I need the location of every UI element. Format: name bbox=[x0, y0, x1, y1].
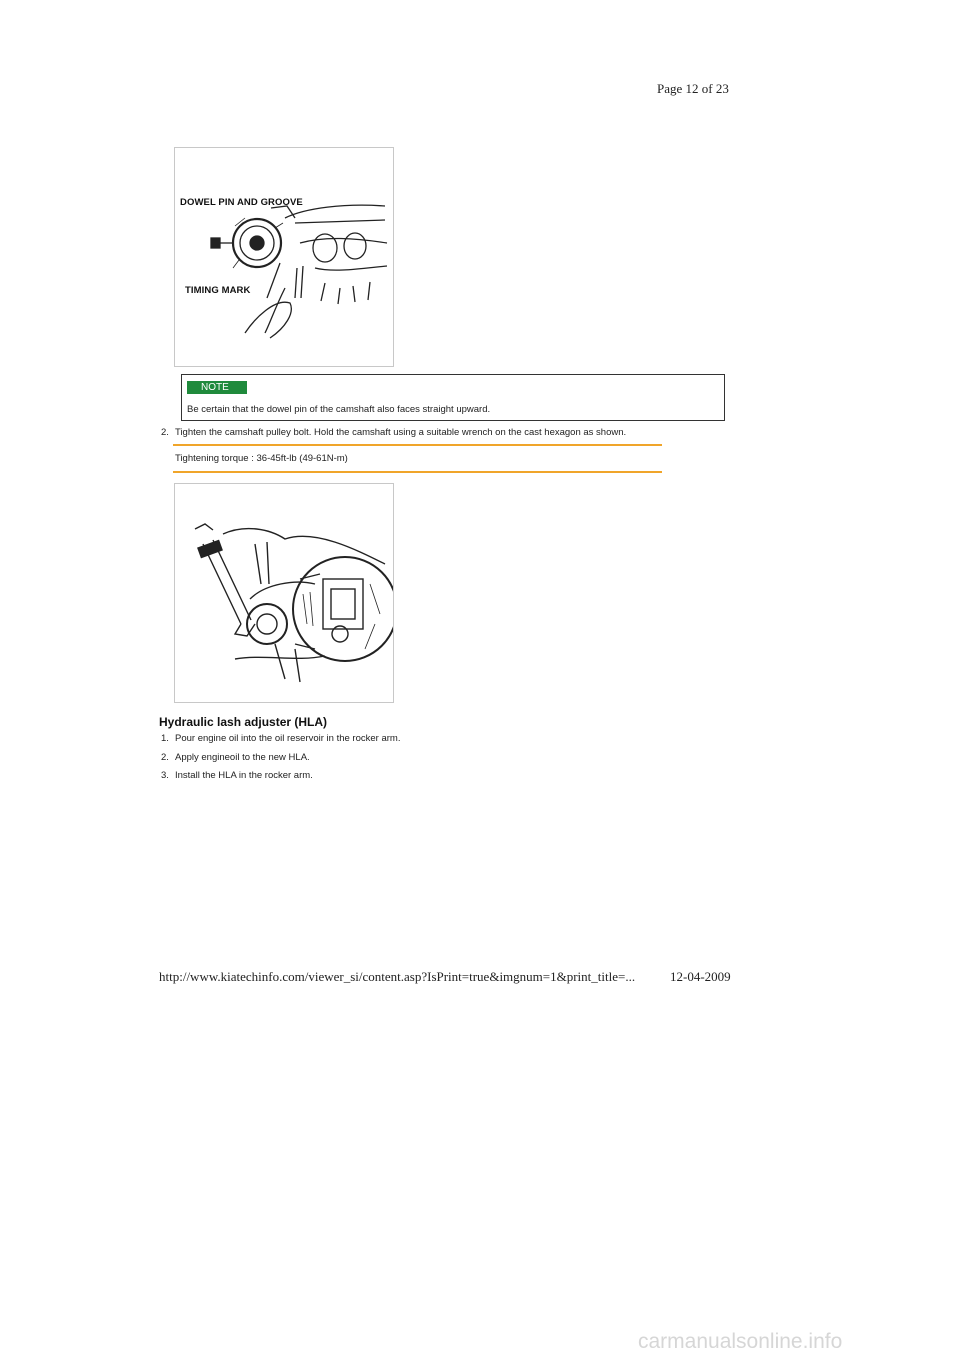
page-number: Page 12 of 23 bbox=[657, 81, 729, 96]
step-number: 3. bbox=[161, 770, 169, 781]
step-text: Pour engine oil into the oil reservoir in the rocker arm. bbox=[175, 733, 401, 744]
dowel-pin-label: DOWEL PIN AND GROOVE bbox=[180, 197, 303, 208]
note-badge: NOTE bbox=[187, 381, 247, 394]
step-number: 2. bbox=[161, 427, 169, 438]
section-title: Hydraulic lash adjuster (HLA) bbox=[159, 715, 328, 729]
camshaft-timing-illustration bbox=[175, 148, 393, 366]
torque-rule-top bbox=[173, 444, 662, 446]
watermark: carmanualsonline.info bbox=[638, 1330, 843, 1353]
camshaft-timing-figure bbox=[174, 147, 394, 367]
step-number: 2. bbox=[161, 752, 169, 763]
note-text: Be certain that the dowel pin of the camshaft also faces straight upward. bbox=[187, 404, 491, 415]
hla-step-2 bbox=[161, 752, 310, 763]
wrench-figure bbox=[174, 483, 394, 703]
wrench-illustration bbox=[175, 484, 393, 702]
step-text: Apply engineoil to the new HLA. bbox=[175, 752, 310, 763]
step-number: 1. bbox=[161, 733, 169, 744]
torque-rule-bottom bbox=[173, 471, 662, 473]
step-text: Install the HLA in the rocker arm. bbox=[175, 770, 313, 781]
torque-spec: Tightening torque : 36-45ft-lb (49-61N-m) bbox=[175, 453, 348, 464]
hla-step-1 bbox=[161, 733, 400, 744]
footer-date: 12-04-2009 bbox=[670, 969, 731, 984]
timing-mark-label: TIMING MARK bbox=[185, 285, 251, 296]
footer-url[interactable]: http://www.kiatechinfo.com/viewer_si/content.asp?IsPrint=true&imgnum=1&print_title=... bbox=[159, 969, 636, 984]
hla-step-3 bbox=[161, 770, 313, 781]
step-text: Tighten the camshaft pulley bolt. Hold the camshaft using a suitable wrench on the cast hexagon as shown. bbox=[175, 427, 627, 438]
step-2 bbox=[161, 427, 626, 438]
note-box bbox=[181, 374, 725, 421]
